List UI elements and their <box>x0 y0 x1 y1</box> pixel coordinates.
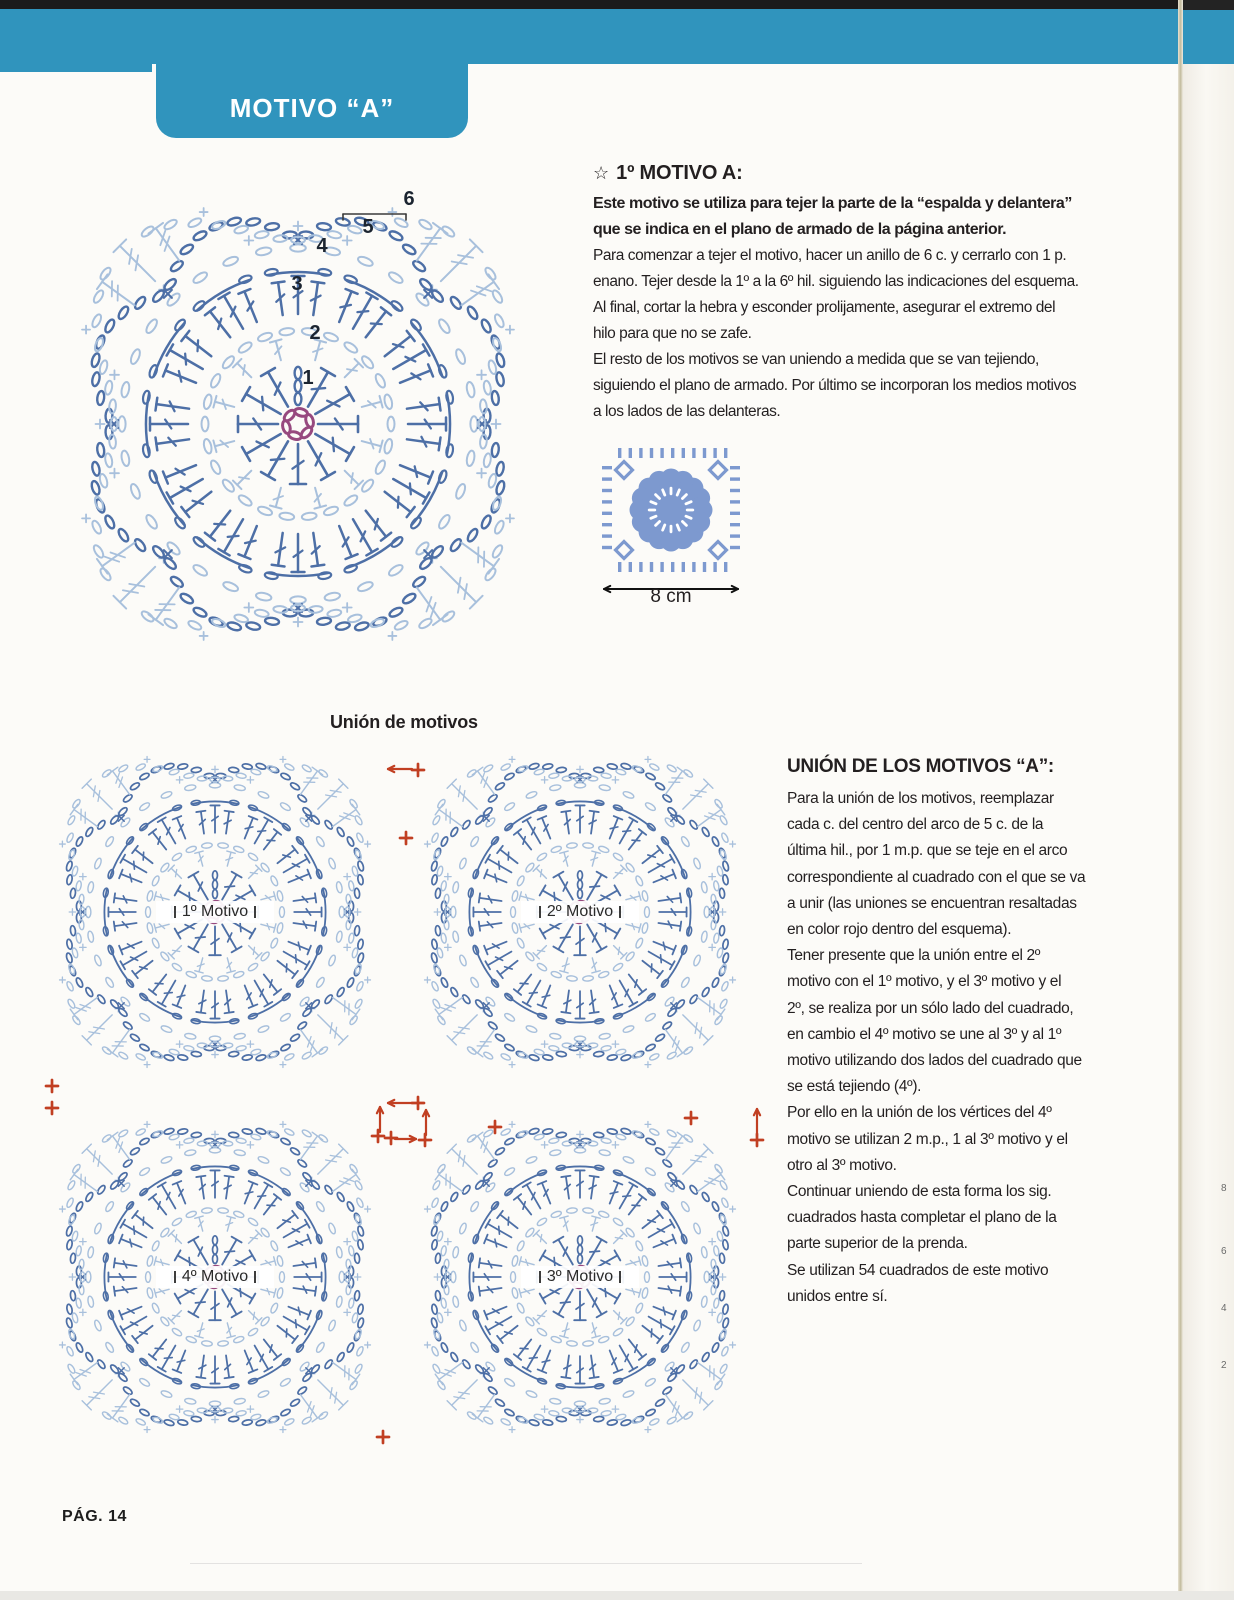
round-number-1: 1 <box>302 367 314 389</box>
motif-3-label: 3º Motivo <box>521 1266 639 1288</box>
round-number-2: 2 <box>309 322 321 344</box>
edge-number: 6 <box>1221 1246 1227 1257</box>
union-line: correspondiente al cuadrado con el que se va <box>787 868 1086 886</box>
edge-number: 4 <box>1221 1303 1227 1314</box>
union-heading: UNIÓN DE LOS MOTIVOS “A”: <box>787 756 1054 777</box>
union-line: unidos entre sí. <box>787 1287 888 1305</box>
union-line: Tener presente que la unión entre el 2º <box>787 947 1041 965</box>
label-tick <box>254 906 256 918</box>
scan-bottom-edge <box>0 1591 1234 1600</box>
intro-bold-line: Este motivo se utiliza para tejer la parte de la “espalda y delantera” <box>593 195 1072 212</box>
label-tick <box>174 1271 176 1283</box>
intro-heading: 1º MOTIVO A: <box>616 162 743 184</box>
section-tab-title: MOTIVO “A” <box>229 93 395 123</box>
union-line: Continuar uniendo de esta forma los sig. <box>787 1183 1052 1201</box>
union-line: en cambio el 4º motivo se une al 3º y al 1º <box>787 1025 1062 1043</box>
intro-line: a los lados de las delanteras. <box>593 403 781 420</box>
star-icon: ☆ <box>593 163 610 183</box>
motif-1-label: 1º Motivo <box>156 901 274 923</box>
union-line: en color rojo dentro del esquema). <box>787 921 1012 939</box>
page-number: PÁG. 14 <box>62 1508 127 1525</box>
union-line: parte superior de la prenda. <box>787 1235 968 1253</box>
next-page-header-band <box>1183 10 1234 64</box>
union-line: Se utilizan 54 cuadrados de este motivo <box>787 1261 1049 1279</box>
union-line: otro al 3º motivo. <box>787 1156 897 1174</box>
union-line: Para la unión de los motivos, reemplazar <box>787 790 1054 807</box>
motif-swatch-photo <box>598 446 744 598</box>
union-line: se está tejiendo (4º). <box>787 1078 922 1096</box>
union-line: motivo utilizando dos lados del cuadrado que <box>787 1052 1082 1070</box>
intro-line: El resto de los motivos se van uniendo a medida que se van tejiendo, <box>593 351 1039 368</box>
round-number-6: 6 <box>403 188 415 210</box>
intro-line: Al final, cortar la hebra y esconder prolijamente, asegurar el extremo del <box>593 299 1056 316</box>
swatch-size-caption: 8 cm <box>650 586 692 607</box>
section-tab <box>156 64 468 138</box>
scan-artifact-line <box>190 1563 862 1564</box>
union-diagram-label: Unión de motivos <box>330 712 478 732</box>
intro-line: enano. Tejer desde la 1º a la 6º hil. siguiendo las indicaciones del esquema. <box>593 273 1079 290</box>
edge-number: 2 <box>1221 1360 1227 1371</box>
edge-number: 8 <box>1221 1183 1227 1194</box>
union-line: motivo con el 1º motivo, y el 3º motivo y el <box>787 973 1062 991</box>
scan-top-edge <box>0 0 1180 9</box>
intro-heading-row <box>593 162 1138 185</box>
motif-4-label: 4º Motivo <box>156 1266 274 1288</box>
intro-line: hilo para que no se zafe. <box>593 325 752 342</box>
label-tick <box>254 1271 256 1283</box>
intro-line: siguiendo el plano de armado. Por último se incorporan los medios motivos <box>593 377 1077 394</box>
label-tick <box>619 906 621 918</box>
union-line: cada c. del centro del arco de 5 c. de la <box>787 816 1044 834</box>
union-line: Por ello en la unión de los vértices del 4º <box>787 1104 1052 1122</box>
union-line: cuadrados hasta completar el plano de la <box>787 1209 1057 1227</box>
union-line: 2º, se realiza por un sólo lado del cuadrado, <box>787 999 1074 1017</box>
header-band <box>0 9 1178 64</box>
motif-a-chart <box>28 158 584 706</box>
intro-text-block <box>593 162 1138 425</box>
label-tick <box>539 906 541 918</box>
next-page-top-edge <box>1183 0 1234 10</box>
header-band-step <box>0 64 152 72</box>
union-line: a unir (las uniones se encuentran resaltadas <box>787 894 1077 912</box>
label-tick <box>174 906 176 918</box>
round-number-3: 3 <box>291 273 303 295</box>
label-tick <box>619 1271 621 1283</box>
intro-bold-line: que se indica en el plano de armado de la página anterior. <box>593 221 1007 238</box>
label-tick <box>539 1271 541 1283</box>
union-line: motivo se utilizan 2 m.p., 1 al 3º motivo y el <box>787 1130 1068 1148</box>
round-number-4: 4 <box>316 235 328 257</box>
union-line: última hil., por 1 m.p. que se teje en el arco <box>787 842 1068 860</box>
round-number-5: 5 <box>362 216 374 238</box>
intro-line: Para comenzar a tejer el motivo, hacer un anillo de 6 c. y cerrarlo con 1 p. <box>593 247 1067 264</box>
motif-2-label: 2º Motivo <box>521 901 639 923</box>
union-of-motifs-chart <box>14 728 790 1500</box>
union-text-block <box>787 756 1132 1310</box>
